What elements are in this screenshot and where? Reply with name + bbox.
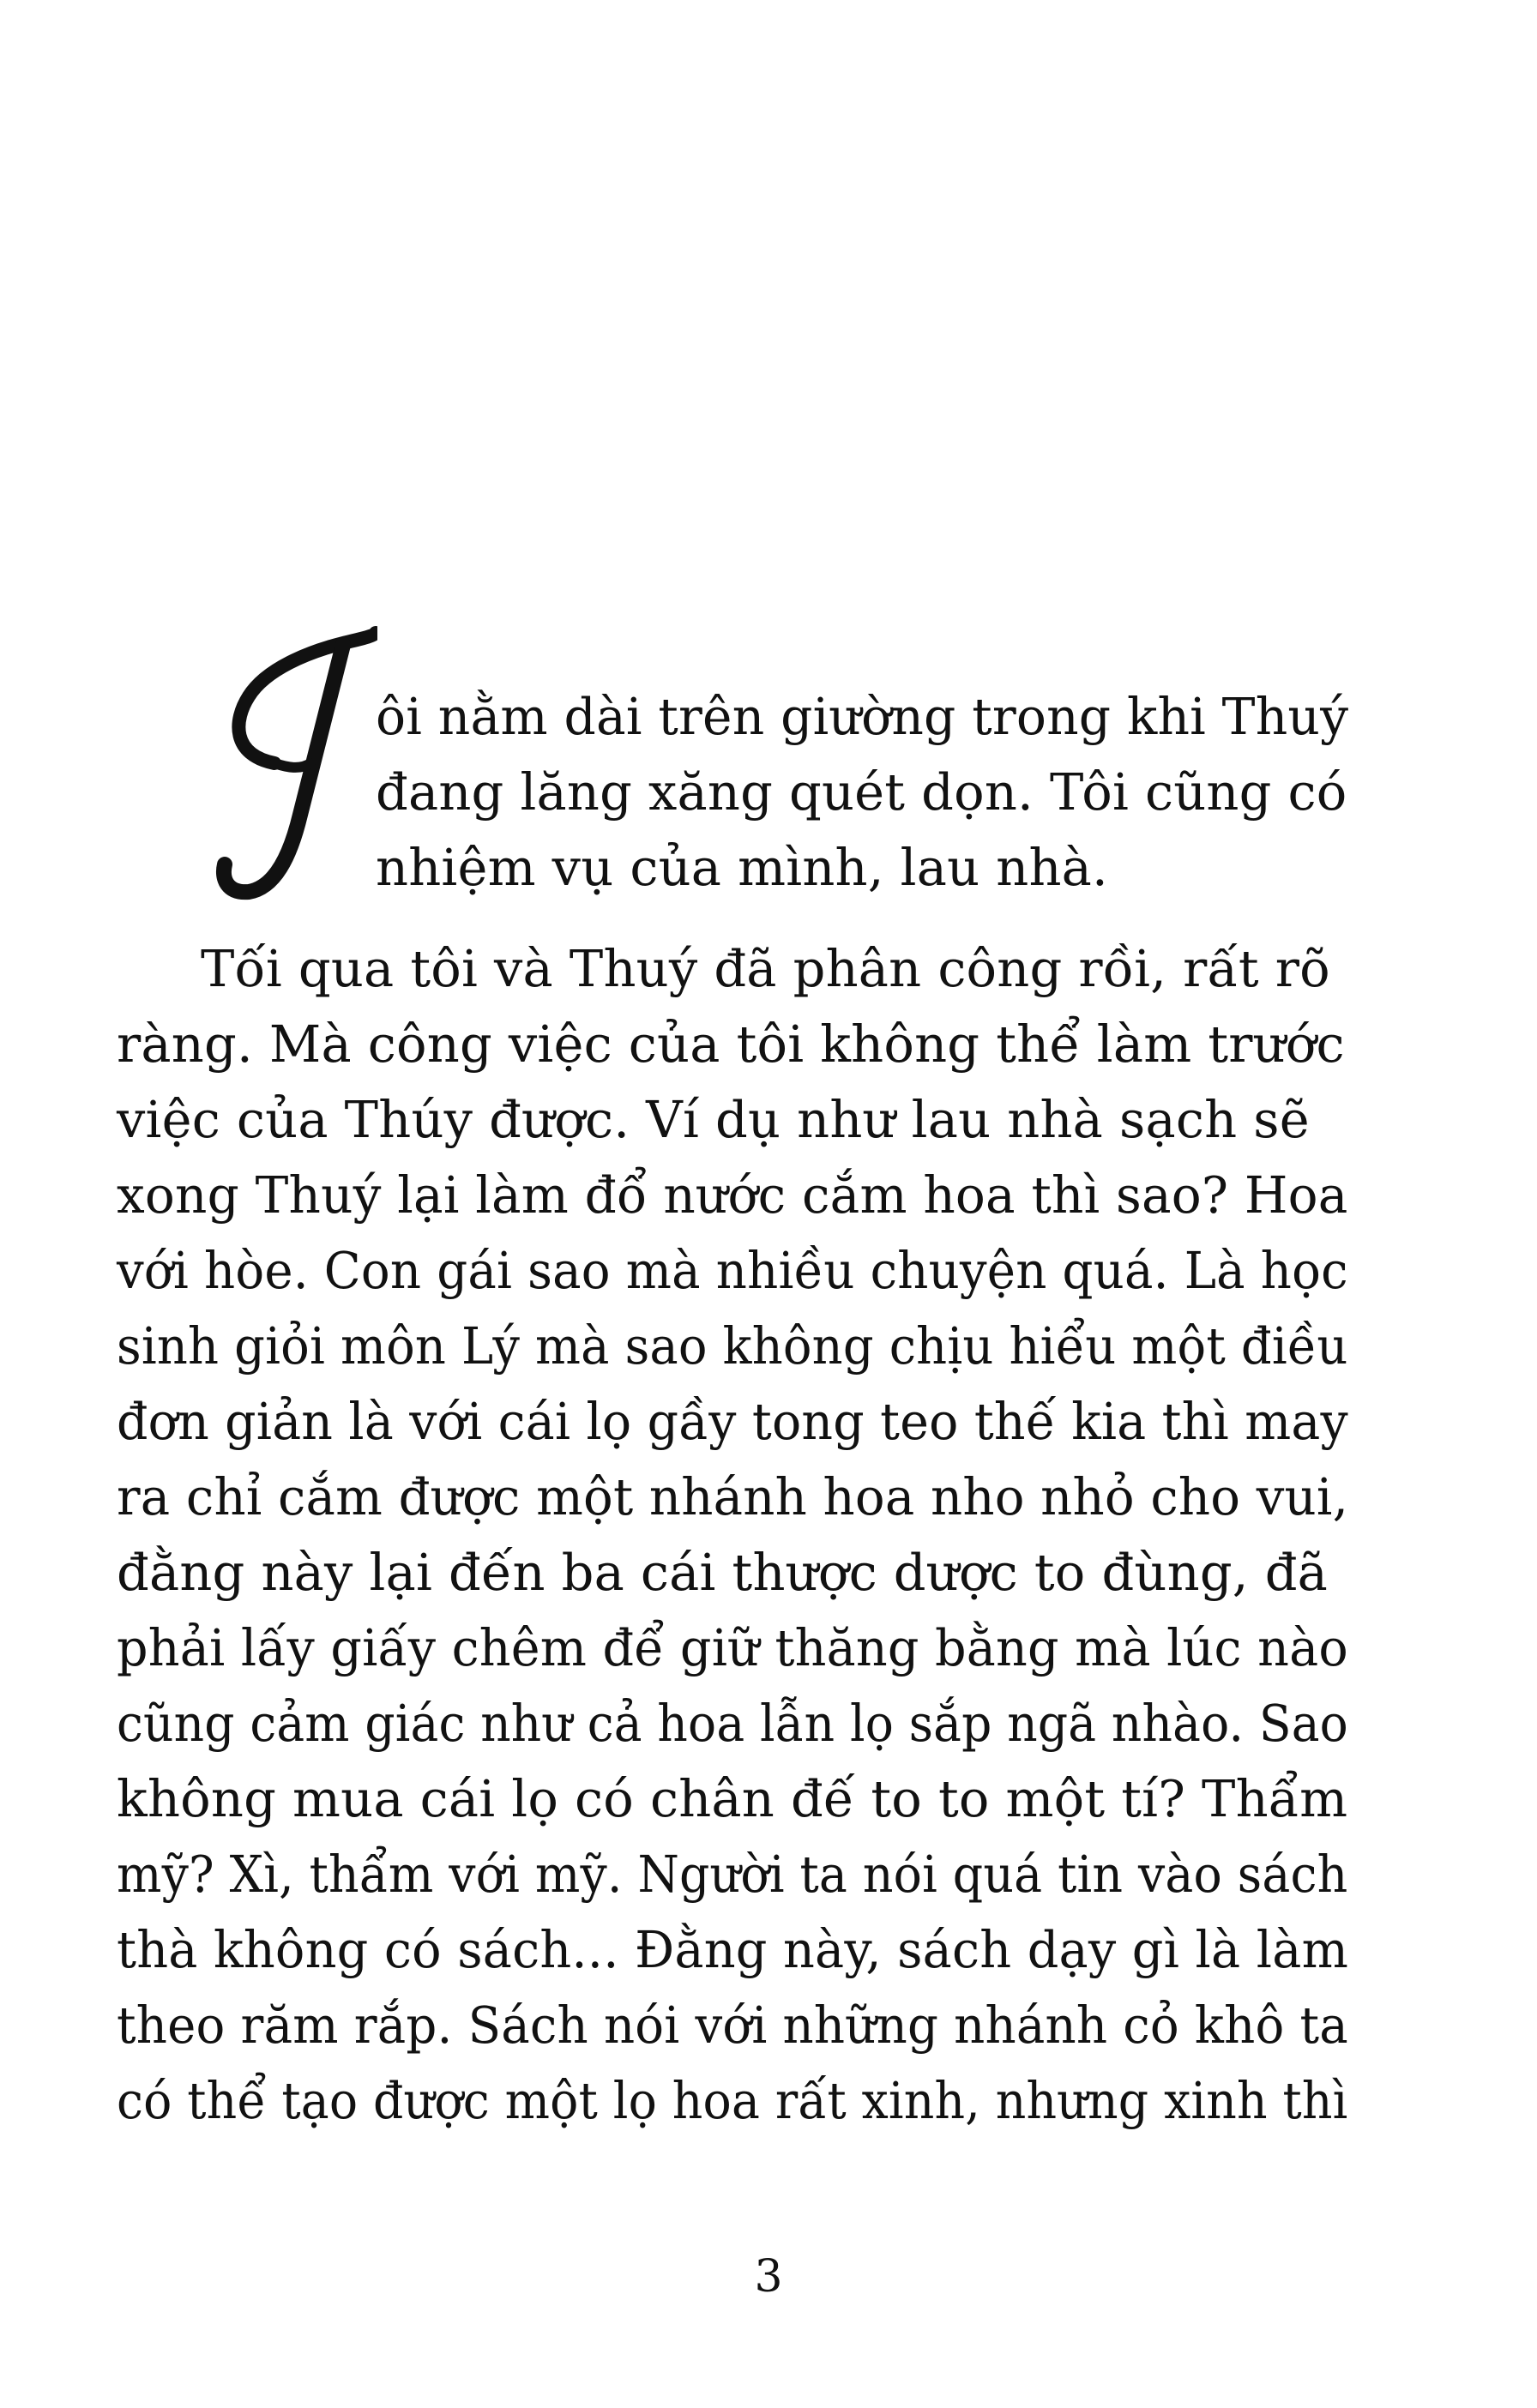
text-line: mỹ? Xì, thẩm với mỹ. Người ta nói quá tin vào sách (117, 1845, 1348, 1904)
text-line: đang lăng xăng quét dọn. Tôi cũng có (376, 762, 1347, 822)
text-line: việc của Thúy được. Ví dụ như lau nhà sạch sẽ (117, 1090, 1310, 1149)
text-line: ôi nằm dài trên giường trong khi Thuý (376, 687, 1349, 746)
text-line: xong Thuý lại làm đổ nước cắm hoa thì sao? Hoa (117, 1165, 1348, 1225)
page-number: 3 (754, 2251, 783, 2303)
text-line: thà không có sách... Đằng này, sách dạy gì là làm (117, 1920, 1349, 1979)
text-line: Tối qua tôi và Thuý đã phân công rồi, rất rõ (201, 939, 1330, 998)
text-line: với hòe. Con gái sao mà nhiều chuyện quá. Là học (117, 1241, 1348, 1300)
text-line: cũng cảm giác như cả hoa lẫn lọ sắp ngã nhào. Sao (117, 1694, 1349, 1753)
text-line: có thể tạo được một lọ hoa rất xinh, nhưng xinh thì (117, 2071, 1348, 2130)
text-line: theo răm rắp. Sách nói với những nhánh cỏ khô ta (117, 1996, 1348, 2055)
text-line: không mua cái lọ có chân đế to to một tí? Thẩm (117, 1769, 1348, 1828)
text-line: ra chỉ cắm được một nhánh hoa nho nhỏ cho vui, (117, 1467, 1349, 1526)
text-line: nhiệm vụ của mình, lau nhà. (376, 838, 1108, 897)
text-line: đơn giản là với cái lọ gầy tong teo thế kia thì may (117, 1392, 1348, 1451)
text-line: đằng này lại đến ba cái thược dược to đùng, đã (117, 1543, 1329, 1602)
text-line: sinh giỏi môn Lý mà sao không chịu hiểu một điều (117, 1316, 1348, 1376)
text-line: phải lấy giấy chêm để giữ thăng bằng mà lúc nào (117, 1618, 1348, 1677)
text-line: ràng. Mà công việc của tôi không thể làm trước (117, 1014, 1345, 1074)
dropcap-T (214, 626, 377, 909)
